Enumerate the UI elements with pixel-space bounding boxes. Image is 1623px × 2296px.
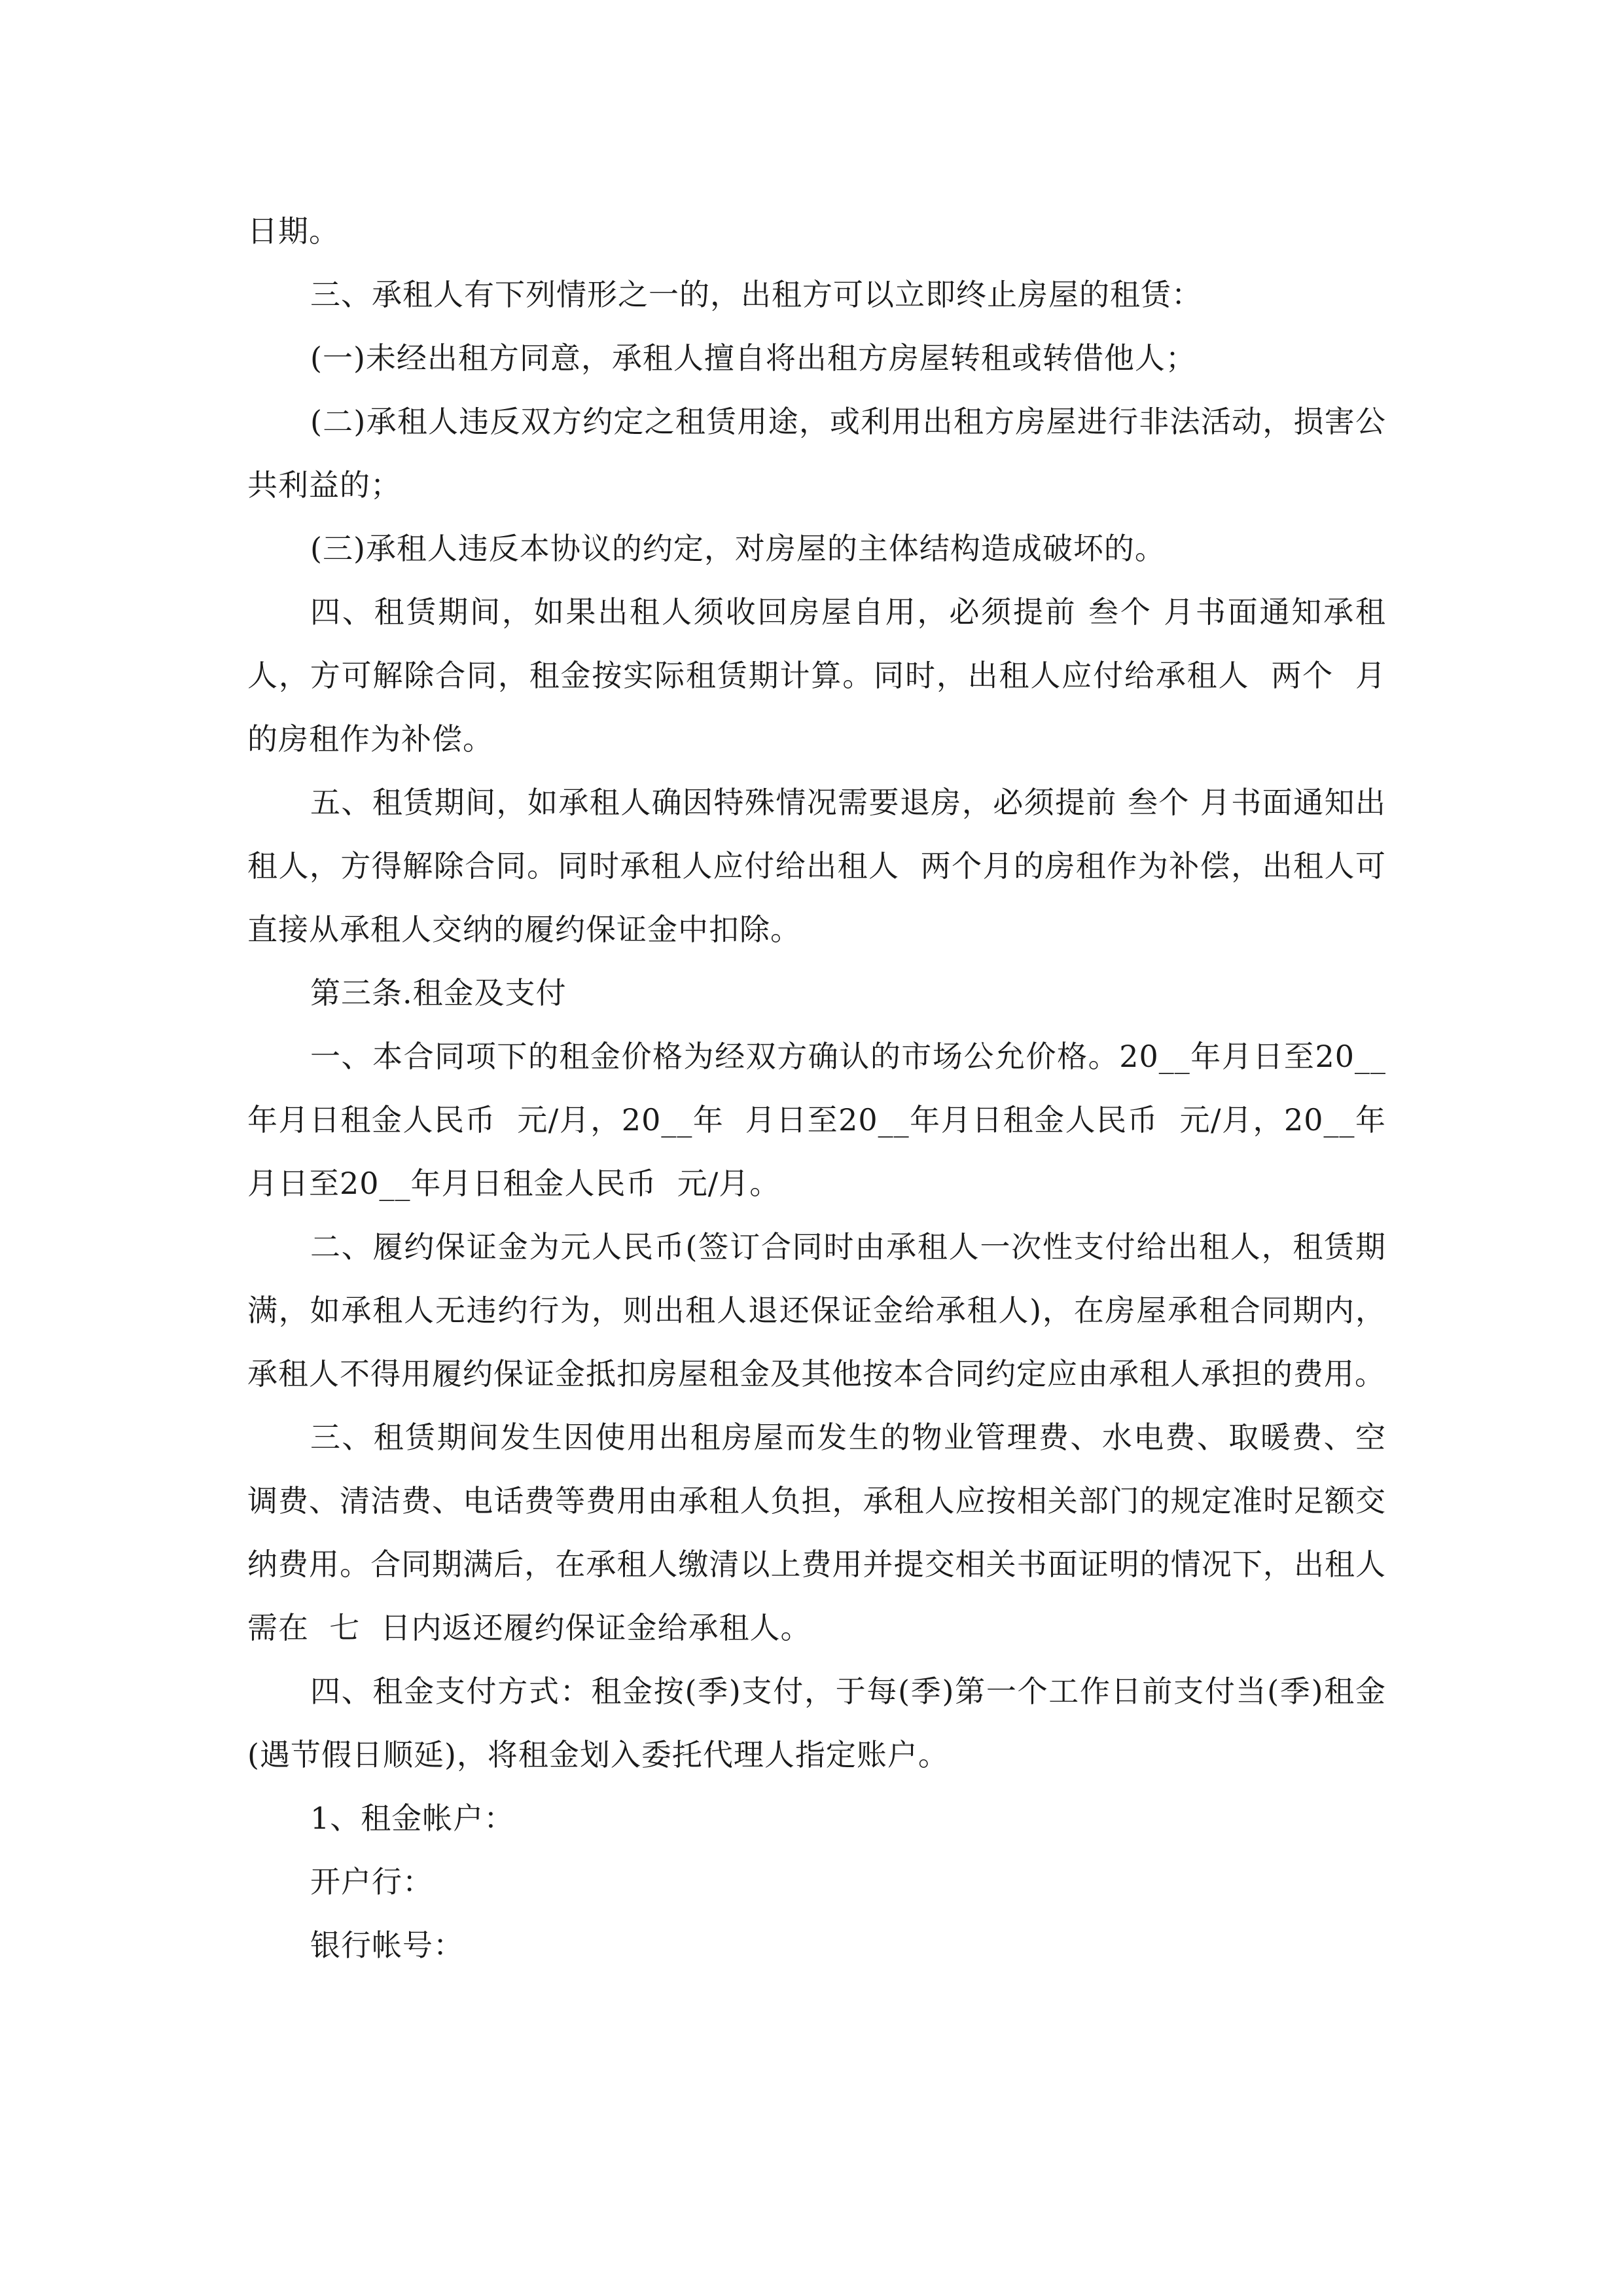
paragraph-lessee-early-exit: 五、租赁期间，如承租人确因特殊情况需要退房，必须提前 叁个 月书面通知出租人，方得解除合同。同时承租人应付给出租人 两个月的房租作为补偿，出租人可直接从承租人交纳的履约保证金中扣除。 xyxy=(247,785,1386,947)
paragraph-termination-conditions: 三、承租人有下列情形之一的，出租方可以立即终止房屋的租赁： xyxy=(310,277,1202,312)
paragraph-condition-3: (三)承租人违反本协议的约定，对房屋的主体结构造成破坏的。 xyxy=(310,531,1166,566)
document-body xyxy=(247,200,1386,1977)
paragraph-bank-account-number: 银行帐号： xyxy=(310,1928,464,1963)
paragraph-deposit: 二、履约保证金为元人民币(签订合同时由承租人一次性支付给出租人，租赁期满，如承租人无违约行为，则出租人退还保证金给承租人)，在房屋承租合同期内，承租人不得用履约保证金抵扣房屋租金及其他按本合同约定应由承租人承担的费用。 xyxy=(247,1229,1386,1391)
paragraph-fees: 三、租赁期间发生因使用出租房屋而发生的物业管理费、水电费、取暖费、空调费、清洁费、电话费等费用由承租人负担，承租人应按相关部门的规定准时足额交纳费用。合同期满后，在承租人缴清以上费用并提交相关书面证明的情况下，出租人需在 七 日内返还履约保证金给承租人。 xyxy=(247,1420,1386,1645)
paragraph-bank-name: 开户行： xyxy=(310,1864,433,1899)
section-heading-rent-payment: 第三条.租金及支付 xyxy=(310,975,567,1011)
paragraph-payment-method: 四、租金支付方式：租金按(季)支付，于每(季)第一个工作日前支付当(季)租金(遇节假日顺延)，将租金划入委托代理人指定账户。 xyxy=(247,1674,1386,1772)
paragraph-condition-1: (一)未经出租方同意，承租人擅自将出租方房屋转租或转借他人； xyxy=(310,340,1196,376)
paragraph-date-continuation: 日期。 xyxy=(247,213,340,249)
paragraph-rent-account: 1、租金帐户： xyxy=(310,1801,515,1836)
paragraph-lessor-reclaim: 四、租赁期间，如果出租人须收回房屋自用，必须提前 叁个 月书面通知承租人，方可解除合同，租金按实际租赁期计算。同时，出租人应付给承租人 两个 月的房租作为补偿。 xyxy=(247,594,1386,757)
paragraph-rent-price: 一、本合同项下的租金价格为经双方确认的市场公允价格。20__年月日至20__年月日租金人民币 元/月，20__年 月日至20__年月日租金人民币 元/月，20__年月日至20__年月日租金人民币 元/月。 xyxy=(247,1039,1386,1201)
paragraph-condition-2: (二)承租人违反双方约定之租赁用途，或利用出租方房屋进行非法活动，损害公共利益的； xyxy=(247,404,1386,503)
